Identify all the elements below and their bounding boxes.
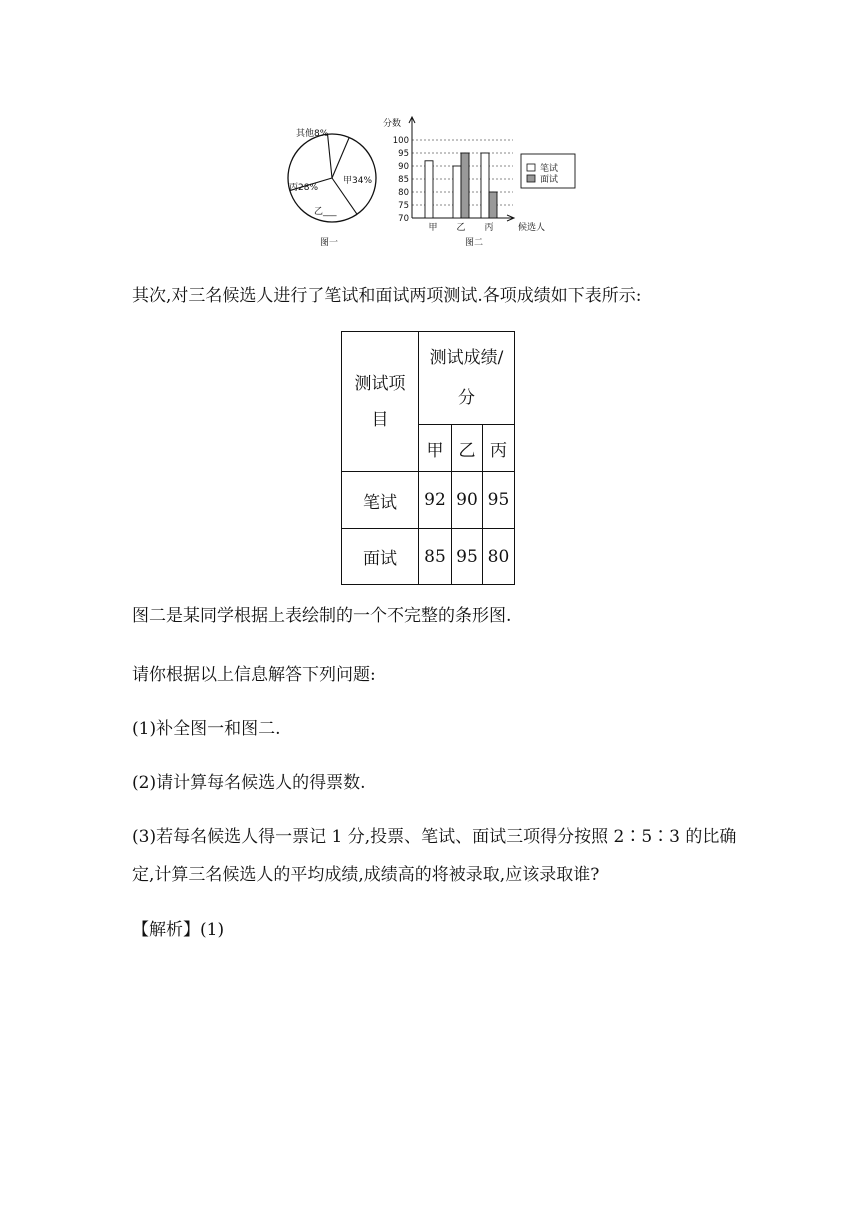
y-tick-label-90: 90 xyxy=(398,162,409,172)
y-tick-label-85: 85 xyxy=(398,175,409,185)
prompt-text: 请你根据以上信息解答下列问题: xyxy=(132,665,376,685)
cell-interview-jia: 85 xyxy=(419,529,452,585)
y-tick-label-75: 75 xyxy=(398,201,409,211)
intro-text: 其次,对三名候选人进行了笔试和面试两项测试.各项成绩如下表所示: xyxy=(132,286,642,306)
header-candidate-jia: 甲 xyxy=(419,425,452,472)
bar-written-yi xyxy=(453,166,461,218)
legend-swatch-interview xyxy=(527,175,535,182)
table-corner-header xyxy=(342,332,419,472)
pie-label-bing: 丙28% xyxy=(289,183,319,193)
question-1: (1)补全图一和图二. xyxy=(132,719,281,739)
bar-written-jia xyxy=(425,161,433,218)
score-table xyxy=(341,331,515,585)
cell-written-bing: 95 xyxy=(483,472,515,529)
bar-ylabel: 分数 xyxy=(383,119,402,129)
corner-line-1: 测试项 xyxy=(354,373,406,394)
header-candidate-yi: 乙 xyxy=(452,425,483,472)
legend-swatch-written xyxy=(527,164,535,171)
cell-interview-bing: 80 xyxy=(483,529,515,585)
table-score-header xyxy=(419,332,515,425)
x-category-label-jia: 甲 xyxy=(428,223,438,233)
cell-interview-yi: 95 xyxy=(452,529,483,585)
bar-interview-bing xyxy=(489,192,497,218)
header-candidate-bing: 丙 xyxy=(483,425,515,472)
corner-line-2: 目 xyxy=(371,409,389,430)
pie-caption: 图一 xyxy=(320,238,339,248)
bar-chart-figure xyxy=(378,114,559,250)
bar-xlabel: 候选人 xyxy=(518,223,546,233)
y-tick-label-95: 95 xyxy=(398,149,409,159)
score-header-line-1: 测试成绩/ xyxy=(429,348,504,368)
after-table-text: 图二是某同学根据上表绘制的一个不完整的条形图. xyxy=(132,606,512,626)
cell-written-jia: 92 xyxy=(419,472,452,529)
question-3-line-2: 定,计算三名候选人的平均成绩,成绩高的将被录取,应该录取谁? xyxy=(132,865,600,885)
x-category-label-bing: 丙 xyxy=(484,223,494,233)
pie-label-other: 其他8% xyxy=(296,129,329,139)
y-tick-label-70: 70 xyxy=(398,214,409,224)
solution-label: 【解析】(1) xyxy=(132,920,225,940)
y-tick-label-100: 100 xyxy=(392,136,409,146)
pie-chart-figure xyxy=(280,120,390,252)
score-header-line-2: 分 xyxy=(458,388,475,408)
table-row-interview xyxy=(342,529,515,585)
cell-written-yi: 90 xyxy=(452,472,483,529)
table-row-written xyxy=(342,472,515,529)
row-item-interview: 面试 xyxy=(342,529,419,585)
y-tick-label-80: 80 xyxy=(398,188,409,198)
legend-label-written: 笔试 xyxy=(540,164,559,174)
question-2: (2)请计算每名候选人的得票数. xyxy=(132,773,366,793)
question-3-line-1: (3)若每名候选人得一票记 1 分,投票、笔试、面试三项得分按照 2∶5∶3 的比确 xyxy=(132,827,737,847)
pie-label-jia: 甲34% xyxy=(343,176,373,186)
bar-interview-yi xyxy=(461,153,469,218)
pie-label-yi: 乙___ xyxy=(314,207,337,217)
bar-written-bing xyxy=(481,153,489,218)
row-item-written: 笔试 xyxy=(342,472,419,529)
bar-caption: 图二 xyxy=(465,238,484,248)
x-category-label-yi: 乙 xyxy=(456,223,466,233)
legend-label-interview: 面试 xyxy=(540,175,559,185)
